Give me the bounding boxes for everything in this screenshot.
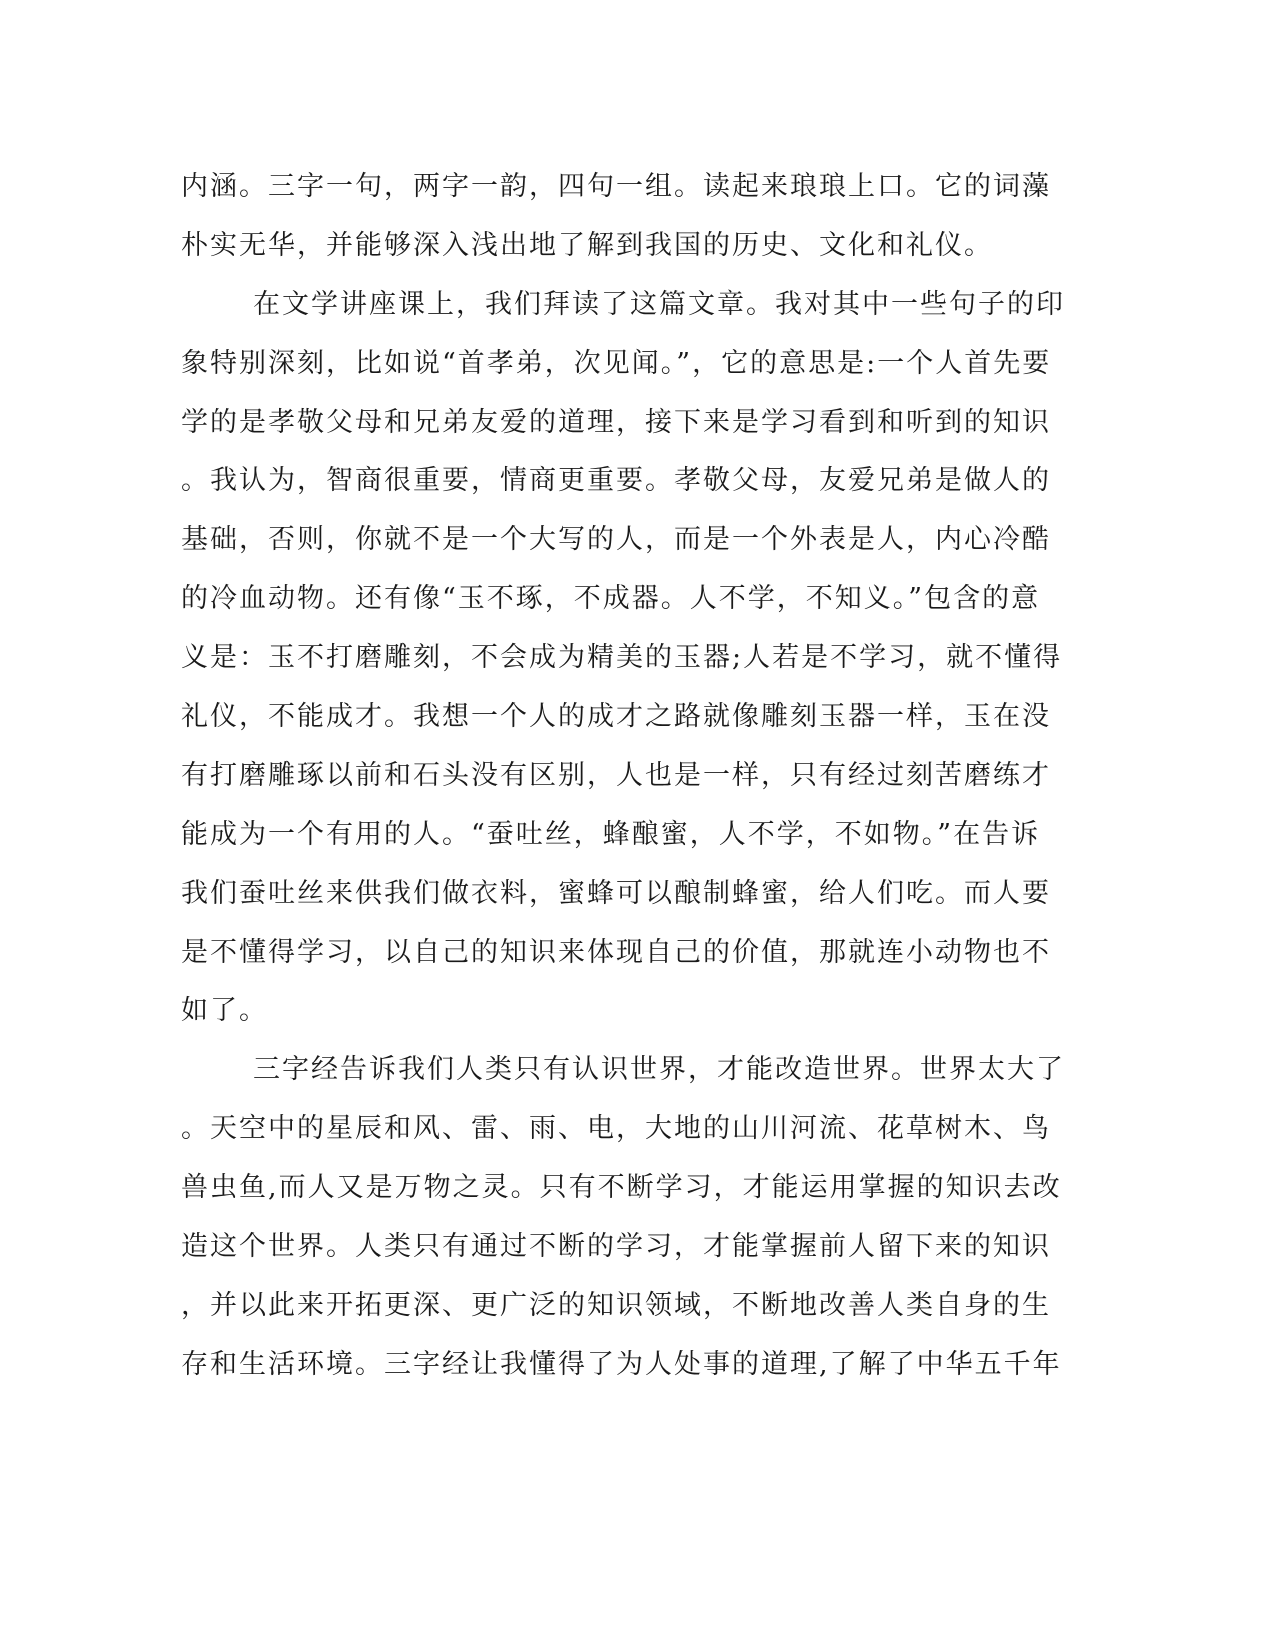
text-line: 我们蚕吐丝来供我们做衣料，蜜蜂可以酿制蜂蜜，给人们吃。而人要 bbox=[181, 877, 1051, 909]
text-line: 存和生活环境。三字经让我懂得了为人处事的道理,了解了中华五千年 bbox=[181, 1348, 1062, 1380]
text-line: 兽虫鱼,而人又是万物之灵。只有不断学习，才能运用掌握的知识去改 bbox=[181, 1172, 1062, 1204]
text-line: 是不懂得学习，以自己的知识来体现自己的价值，那就连小动物也不 bbox=[181, 936, 1051, 968]
text-line: 造这个世界。人类只有通过不断的学习，才能掌握前人留下来的知识 bbox=[181, 1231, 1051, 1263]
text-line: 。我认为，智商很重要，情商更重要。孝敬父母，友爱兄弟是做人的 bbox=[181, 465, 1051, 497]
body-text bbox=[181, 158, 1065, 1395]
text-line: 内涵。三字一句，两字一韵，四句一组。读起来琅琅上口。它的词藻 bbox=[181, 171, 1051, 202]
paragraph-start-line: 在文学讲座课上，我们拜读了这篇文章。我对其中一些句子的印 bbox=[253, 288, 1065, 320]
text-line: 的冷血动物。还有像“玉不琢，不成器。人不学，不知义。”包含的意 bbox=[181, 583, 1041, 615]
text-line: 学的是孝敬父母和兄弟友爱的道理，接下来是学习看到和听到的知识 bbox=[181, 406, 1051, 438]
text-line: 能成为一个有用的人。“蚕吐丝，蜂酿蜜，人不学，不如物。”在告诉 bbox=[181, 818, 1041, 850]
text-line: 如了。 bbox=[181, 995, 268, 1027]
text-line: 朴实无华，并能够深入浅出地了解到我国的历史、文化和礼仪。 bbox=[181, 229, 993, 261]
text-line: 礼仪，不能成才。我想一个人的成才之路就像雕刻玉器一样，玉在没 bbox=[181, 701, 1051, 733]
text-line: 义是：玉不打磨雕刻，不会成为精美的玉器;人若是不学习，就不懂得 bbox=[181, 642, 1063, 674]
text-line: 。天空中的星辰和风、雷、雨、电，大地的山川河流、花草树木、鸟 bbox=[181, 1113, 1051, 1145]
text-line: 象特别深刻，比如说“首孝弟，次见闻。”，它的意思是:一个人首先要 bbox=[181, 347, 1052, 379]
text-line: 有打磨雕琢以前和石头没有区别，人也是一样，只有经过刻苦磨练才 bbox=[181, 759, 1051, 791]
paragraph-start-line: 三字经告诉我们人类只有认识世界，才能改造世界。世界太大了 bbox=[253, 1054, 1065, 1086]
text-line: ，并以此来开拓更深、更广泛的知识领域，不断地改善人类自身的生 bbox=[181, 1289, 1051, 1321]
text-line: 基础，否则，你就不是一个大写的人，而是一个外表是人，内心冷酷 bbox=[181, 524, 1051, 556]
